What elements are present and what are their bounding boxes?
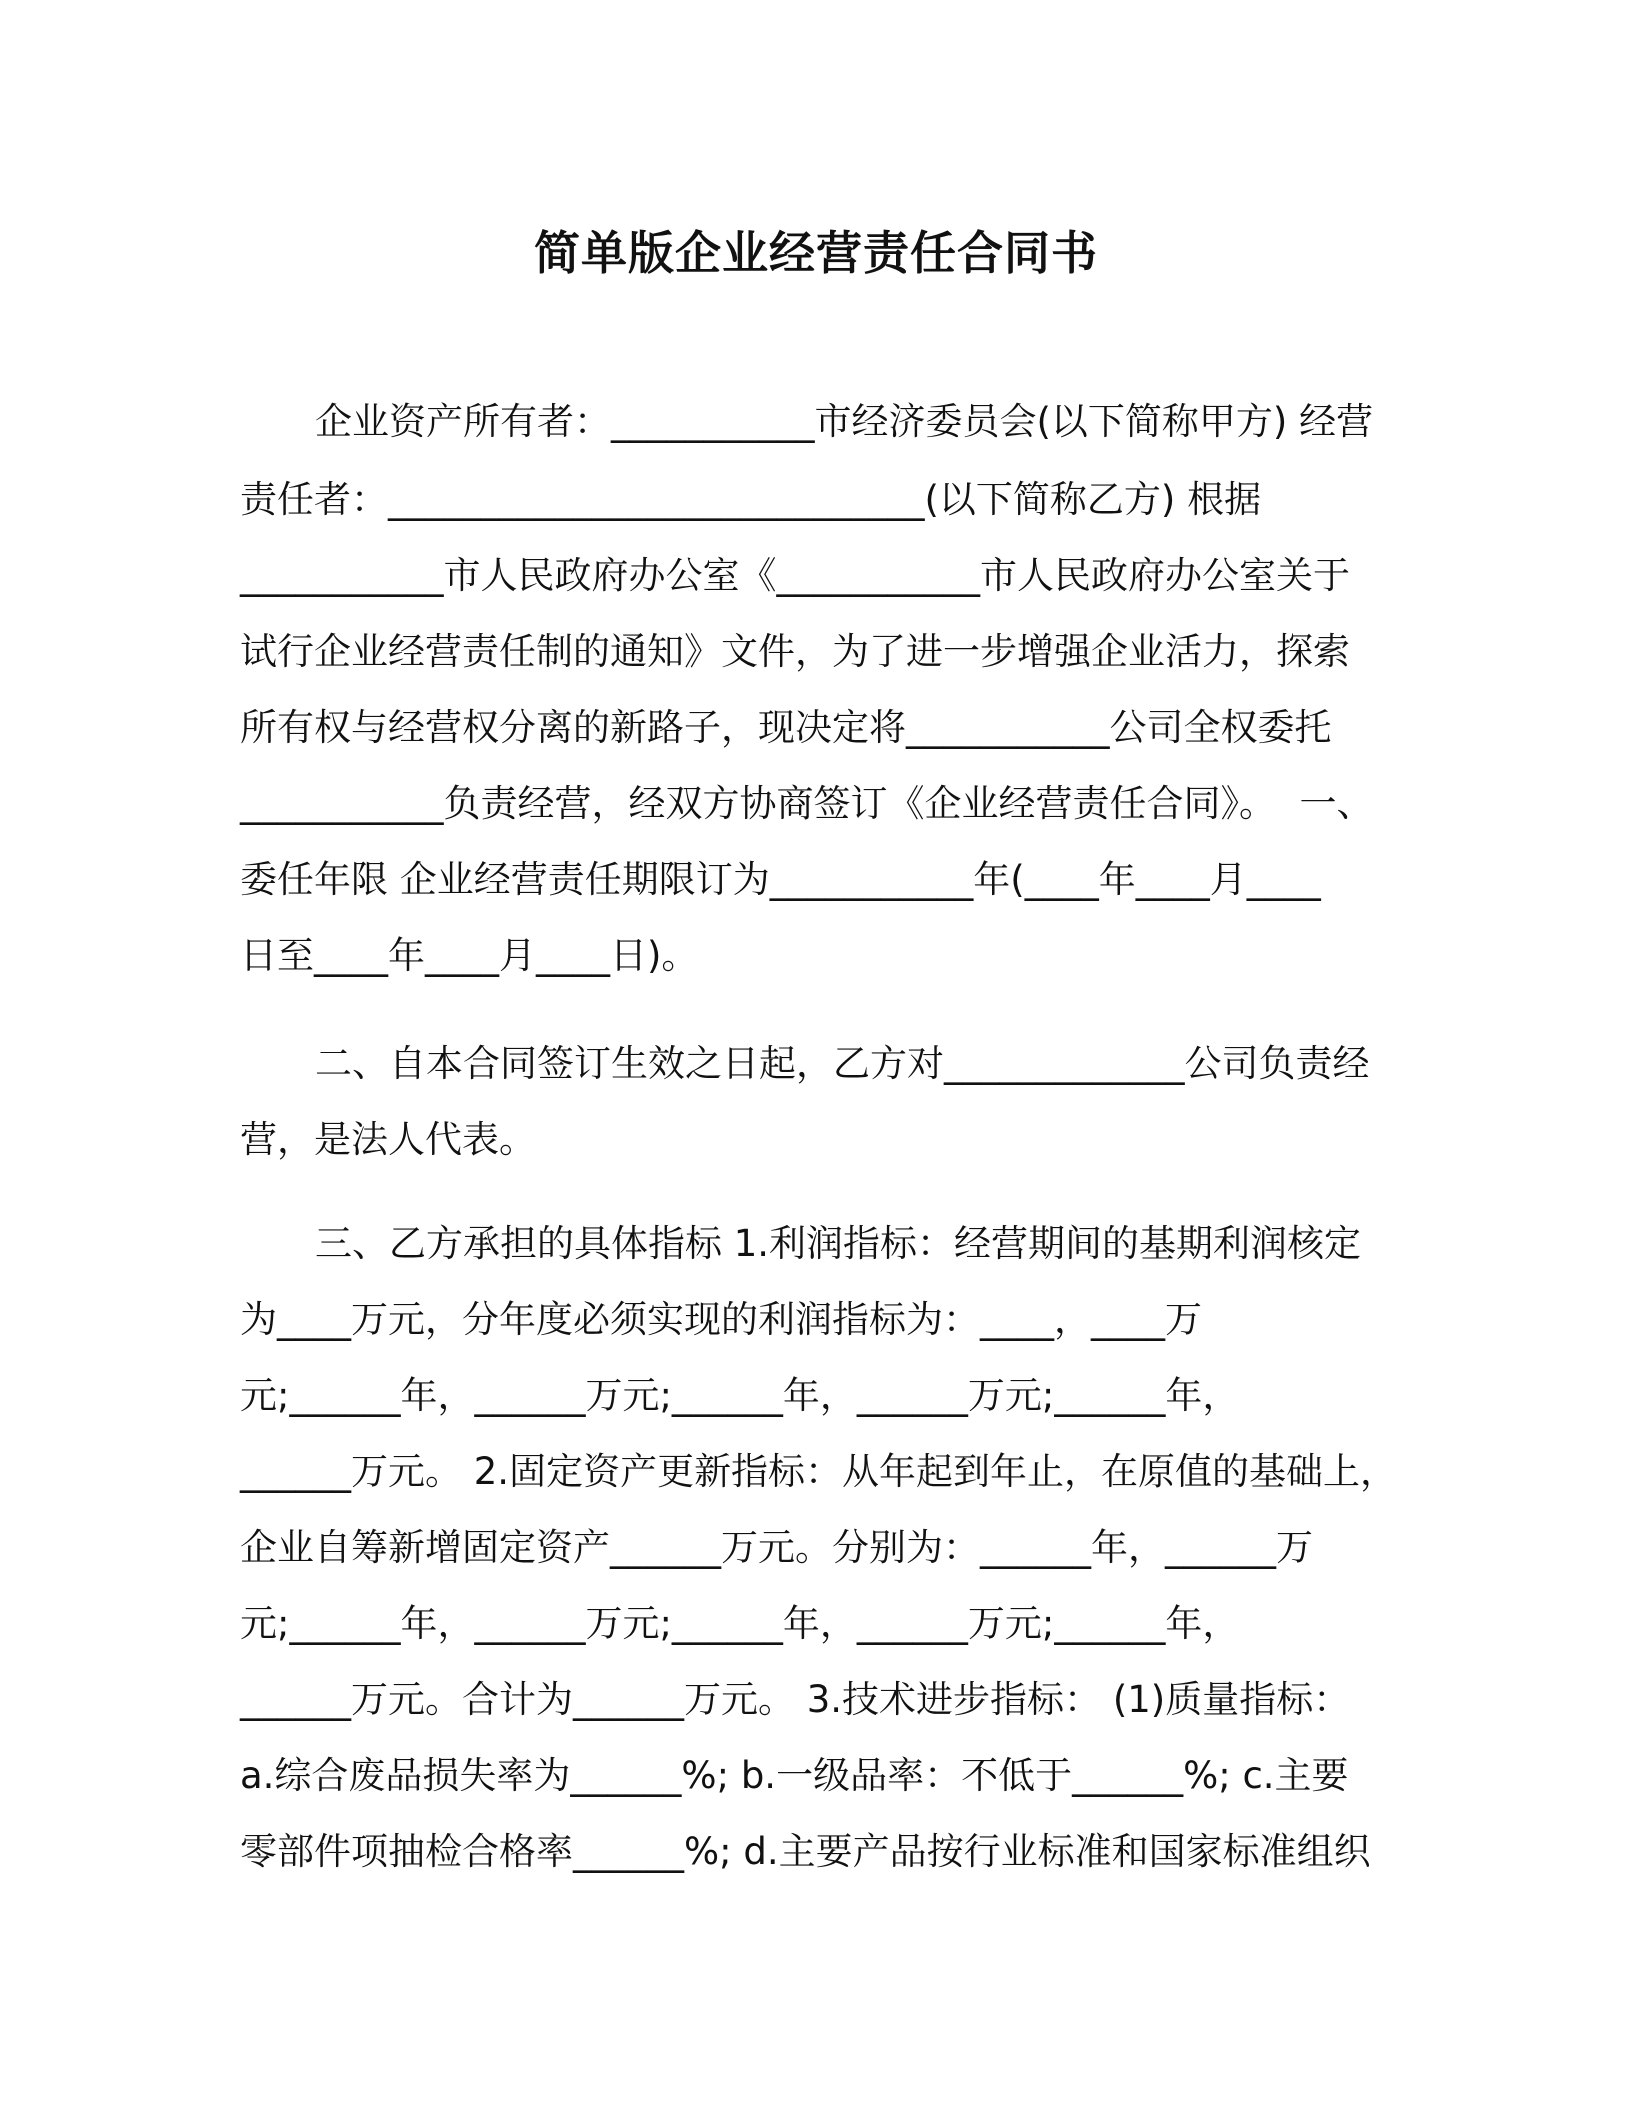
- paragraph-line: 三、乙方承担的具体指标 1.利润指标：经营期间的基期利润核定: [315, 1222, 1362, 1265]
- paragraph-line: 企业资产所有者：___________市经济委员会(以下简称甲方) 经营: [315, 400, 1374, 443]
- paragraph-line: 二、自本合同签订生效之日起，乙方对_____________公司负责经: [315, 1042, 1370, 1085]
- paragraph-line: 营，是法人代表。: [240, 1118, 536, 1161]
- paragraph-line: 所有权与经营权分离的新路子，现决定将___________公司全权委托: [240, 706, 1332, 749]
- paragraph-line: 为____万元，分年度必须实现的利润指标为：____，____万: [240, 1298, 1202, 1341]
- paragraph-line: 元;______年，______万元;______年，______万元;______年，: [240, 1602, 1240, 1645]
- paragraph-line: 试行企业经营责任制的通知》文件，为了进一步增强企业活力，探索: [240, 630, 1350, 673]
- document-title: 简单版企业经营责任合同书: [534, 226, 1098, 280]
- paragraph-line: ______万元。合计为______万元。 3.技术进步指标： (1)质量指标：: [240, 1678, 1351, 1721]
- paragraph-line: 委任年限 企业经营责任期限订为___________年(____年____月____: [240, 858, 1321, 901]
- paragraph-line: 日至____年____月____日)。: [240, 934, 699, 977]
- paragraph-line: ______万元。 2.固定资产更新指标：从年起到年止，在原值的基础上，: [240, 1450, 1398, 1493]
- paragraph-line: ___________市人民政府办公室《___________市人民政府办公室关于: [240, 554, 1350, 597]
- paragraph-line: 企业自筹新增固定资产______万元。分别为：______年，______万: [240, 1526, 1313, 1569]
- paragraph-line: 责任者：_____________________________(以下简称乙方) 根据: [240, 478, 1262, 521]
- paragraph-line: ___________负责经营，经双方协商签订《企业经营责任合同》。 一、: [240, 782, 1374, 825]
- paragraph-line: 零部件项抽检合格率______%; d.主要产品按行业标准和国家标准组织: [240, 1830, 1371, 1873]
- paragraph-line: 元;______年，______万元;______年，______万元;______年，: [240, 1374, 1240, 1417]
- paragraph-line: a.综合废品损失率为______%; b.一级品率：不低于______%; c.主要: [240, 1754, 1349, 1797]
